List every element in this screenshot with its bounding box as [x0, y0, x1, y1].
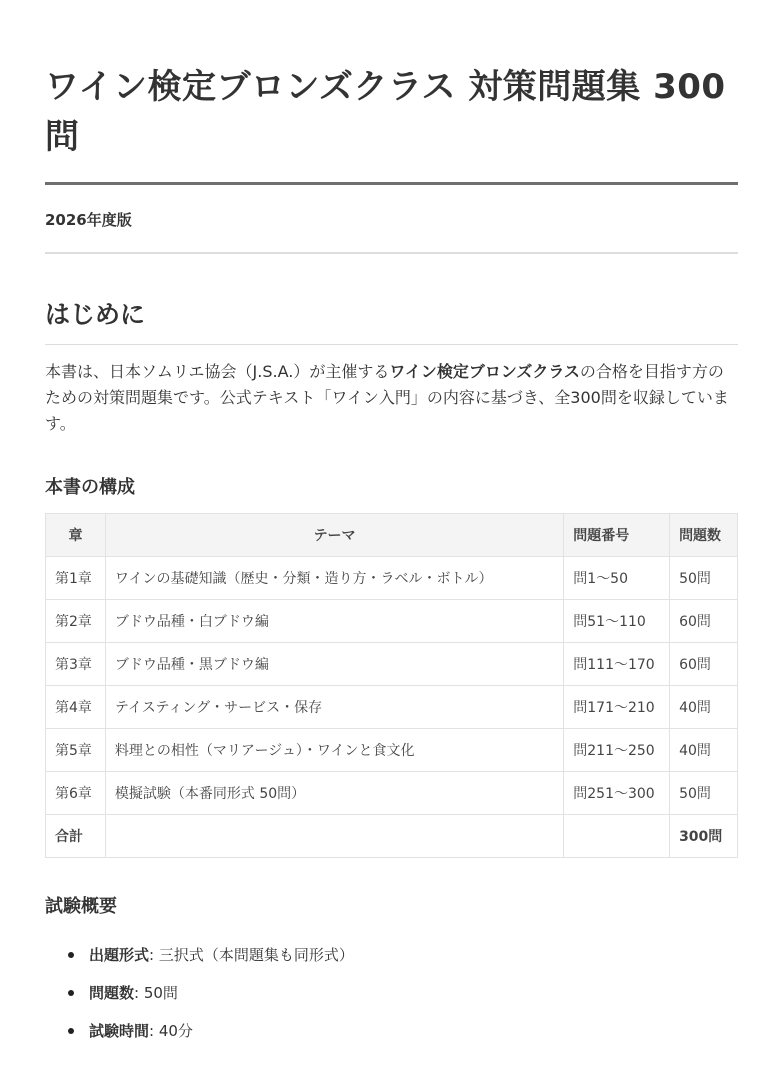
structure-table: [45, 513, 738, 858]
cell-chapter: 第2章: [46, 600, 106, 643]
cell-count: 50問: [670, 557, 738, 600]
list-item: [45, 1018, 738, 1044]
intro-divider: [45, 344, 738, 345]
structure-heading: 本書の構成: [45, 477, 135, 498]
cell-theme: ワインの基礎知識（歴史・分類・造り方・ラベル・ボトル）: [105, 557, 563, 600]
table-row: [46, 600, 738, 643]
edition-label: 2026年度版: [45, 211, 132, 229]
cell-empty: [564, 815, 670, 858]
cell-theme: テイスティング・サービス・保存: [105, 686, 563, 729]
cell-total-count: 300問: [670, 815, 738, 858]
cell-chapter: 第3章: [46, 643, 106, 686]
cell-chapter: 第4章: [46, 686, 106, 729]
table-row: [46, 772, 738, 815]
cell-range: 問111〜170: [564, 643, 670, 686]
exam-heading: 試験概要: [45, 896, 117, 917]
intro-heading: はじめに: [45, 300, 146, 329]
cell-theme: ブドウ品種・黒ブドウ編: [105, 643, 563, 686]
table-row: [46, 643, 738, 686]
cell-chapter: 第6章: [46, 772, 106, 815]
list-item: [45, 942, 738, 968]
cell-count: 60問: [670, 643, 738, 686]
cell-count: 60問: [670, 600, 738, 643]
title-divider: [45, 182, 738, 185]
intro-text-before: 本書は、日本ソムリエ協会（J.S.A.）が主催する: [45, 362, 390, 381]
cell-chapter: 第5章: [46, 729, 106, 772]
exam-item-value: : 三択式（本問題集も同形式）: [149, 946, 354, 964]
exam-list: [45, 942, 738, 1044]
exam-item-key: 問題数: [89, 984, 135, 1002]
exam-item-key: 試験時間: [89, 1022, 150, 1040]
cell-range: 問171〜210: [564, 686, 670, 729]
column-header-chapter: 章: [46, 514, 106, 557]
table-row: [46, 686, 738, 729]
exam-item-value: : 40分: [149, 1022, 193, 1040]
exam-item-key: 出題形式: [89, 946, 150, 964]
edition-divider: [45, 252, 738, 254]
exam-item-value: : 50問: [134, 984, 178, 1002]
intro-highlight: ワイン検定ブロンズクラス: [389, 362, 580, 381]
intro-paragraph: [45, 359, 738, 437]
cell-range: 問1〜50: [564, 557, 670, 600]
cell-range: 問51〜110: [564, 600, 670, 643]
cell-count: 50問: [670, 772, 738, 815]
page-title: ワイン検定ブロンズクラス 対策問題集 300問: [45, 67, 726, 157]
cell-chapter: 第1章: [46, 557, 106, 600]
table-total-row: [46, 815, 738, 858]
cell-theme: 模擬試験（本番同形式 50問）: [105, 772, 563, 815]
table-header-row: [46, 514, 738, 557]
column-header-count: 問題数: [670, 514, 738, 557]
intro-text-after: の合格を目指す方のための対策問題集です。公式テキスト「ワイン入門」の内容に基づき、全300問を収録しています。: [45, 362, 729, 433]
cell-empty: [105, 815, 563, 858]
cell-range: 問251〜300: [564, 772, 670, 815]
cell-count: 40問: [670, 729, 738, 772]
cell-count: 40問: [670, 686, 738, 729]
cell-range: 問211〜250: [564, 729, 670, 772]
table-row: [46, 557, 738, 600]
cell-theme: 料理との相性（マリアージュ）・ワインと食文化: [105, 729, 563, 772]
column-header-theme: テーマ: [105, 514, 563, 557]
cell-total-label: 合計: [46, 815, 106, 858]
column-header-range: 問題番号: [564, 514, 670, 557]
list-item: [45, 980, 738, 1006]
cell-theme: ブドウ品種・白ブドウ編: [105, 600, 563, 643]
table-row: [46, 729, 738, 772]
